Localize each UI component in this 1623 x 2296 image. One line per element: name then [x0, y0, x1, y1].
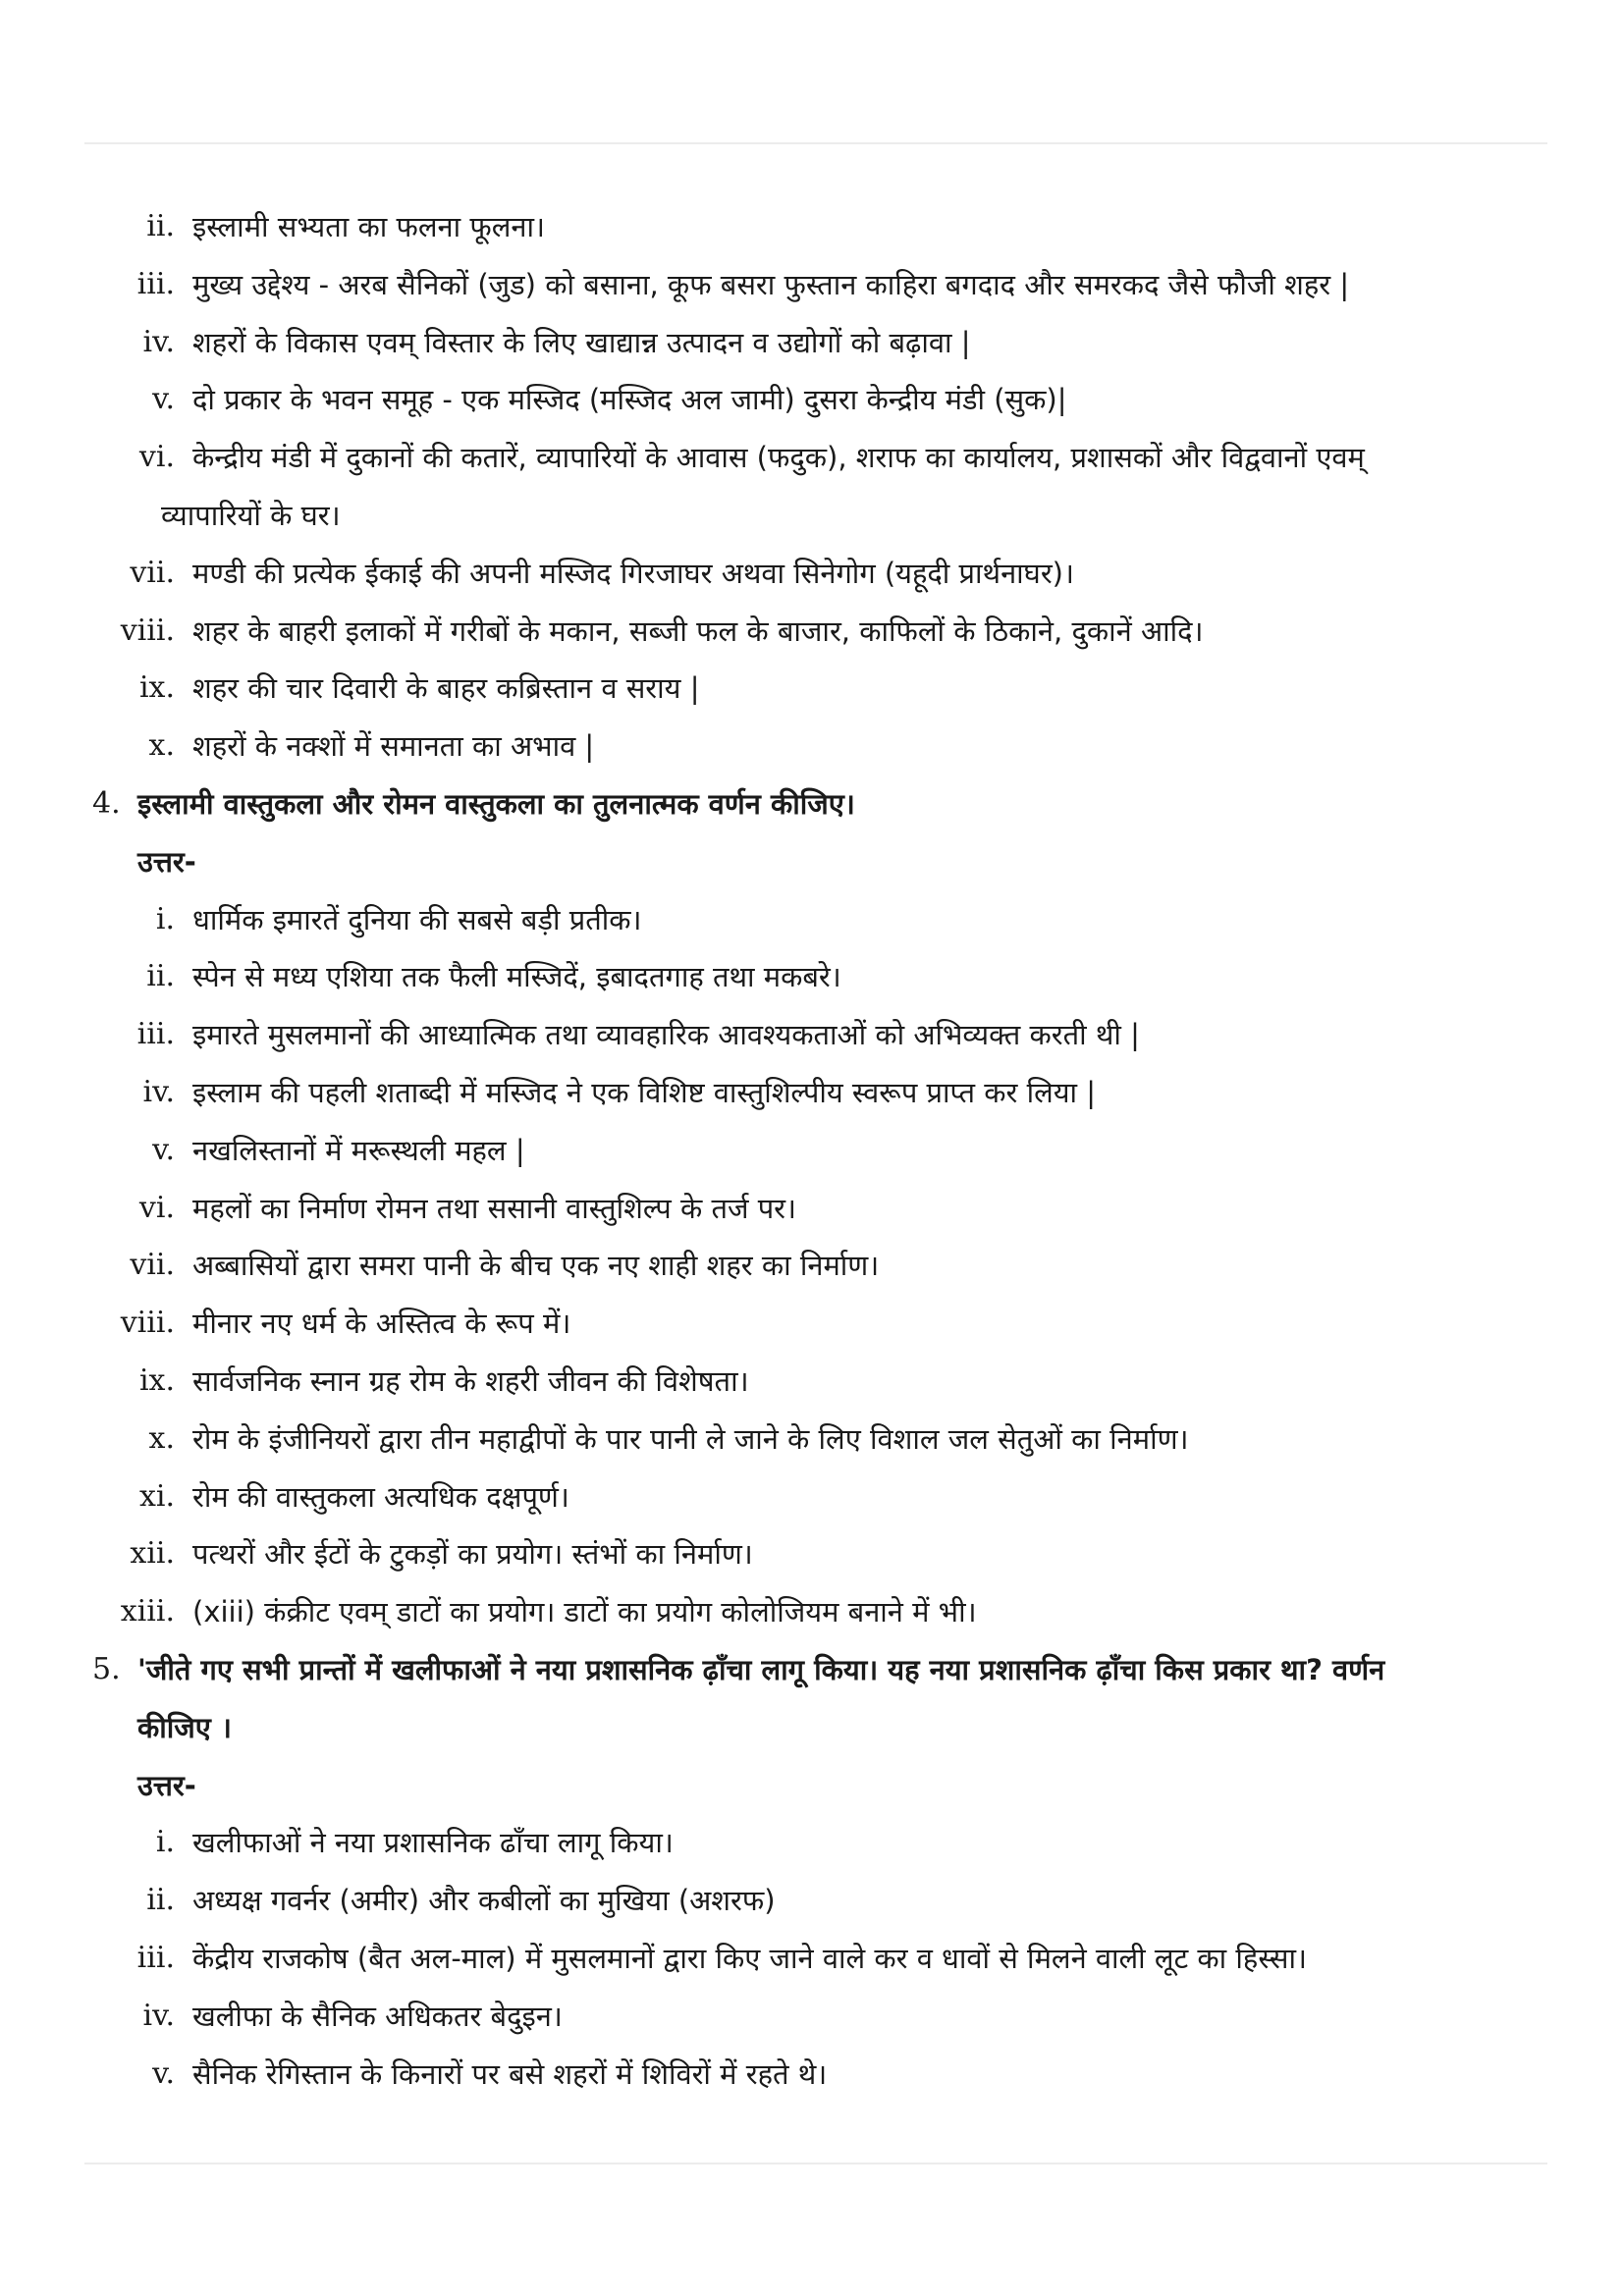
list-item: [0, 1814, 1623, 1872]
item-text: इस्लामी सभ्यता का फलना फूलना।: [192, 210, 545, 243]
answer-label: [0, 833, 1623, 891]
list-item: [0, 371, 1623, 429]
list-marker: iii.: [136, 266, 175, 301]
answer-label-text: उत्तर-: [137, 1768, 196, 1802]
question-text: 'जीते गए सभी प्रान्तों में खलीफाओं ने नया प्रशासनिक ढ़ाँचा लागू किया। यह नया प्रशासनिक ढ़ाँचा किस प्रकार था? वर्णन: [137, 1652, 1385, 1686]
question-heading-continuation: [0, 1699, 1623, 1757]
list-marker: v.: [152, 2056, 175, 2091]
item-text: सैनिक रेगिस्तान के किनारों पर बसे शहरों में शिविरों में रहते थे।: [192, 2056, 828, 2091]
item-text: इस्लाम की पहली शताब्दी में मस्जिद ने एक विशिष्ट वास्तुशिल्पीय स्वरूप प्राप्त कर लिया |: [192, 1075, 1097, 1109]
bottom-divider: [84, 2163, 1547, 2164]
list-item: [0, 948, 1623, 1006]
list-marker: iv.: [142, 1998, 175, 2033]
list-item-continuation: [0, 487, 1623, 545]
list-marker: iv.: [142, 324, 175, 359]
list-item: [0, 891, 1623, 949]
list-item: [0, 1006, 1623, 1064]
item-text: मुख्य उद्देश्य - अरब सैनिकों (जुड) को बसाना, कूफ बसरा फुस्तान काहिरा बगदाद और समरकद जैसे फौजी शहर |: [192, 267, 1350, 301]
list-item: [0, 1295, 1623, 1353]
list-item: [0, 198, 1623, 256]
item-text: महलों का निर्माण रोमन तथा ससानी वास्तुशिल्प के तर्ज पर।: [192, 1191, 797, 1225]
list-item: [0, 256, 1623, 314]
list-item: [0, 603, 1623, 661]
list-marker: ix.: [138, 1362, 175, 1398]
item-text: केन्द्रीय मंडी में दुकानों की कतारें, व्यापारियों के आवास (फदुक), शराफ का कार्यालय, प्रशासकों और विद्ववानों एवम्: [192, 441, 1365, 475]
list-marker: ii.: [146, 959, 175, 994]
list-marker: xi.: [138, 1478, 175, 1514]
item-text: धार्मिक इमारतें दुनिया की सबसे बड़ी प्रतीक।: [192, 902, 642, 936]
item-text: रोम की वास्तुकला अत्यधिक दक्षपूर्ण।: [192, 1479, 569, 1514]
list-marker: x.: [148, 728, 175, 764]
question-text: कीजिए ।: [137, 1710, 232, 1744]
list-marker: vii.: [130, 1248, 175, 1283]
item-text: शहरों के विकास एवम् विस्तार के लिए खाद्यान्न उत्पादन व उद्योगों को बढ़ावा |: [192, 325, 971, 359]
item-text: केंद्रीय राजकोष (बैत अल-माल) में मुसलमानों द्वारा किए जाने वाले कर व धावों से मिलने वाली लूट का हिस्सा।: [192, 1941, 1307, 1975]
item-text: व्यापारियों के घर।: [161, 498, 341, 532]
list-item: [0, 1411, 1623, 1468]
list-item: [0, 660, 1623, 718]
list-marker: i.: [155, 901, 175, 936]
list-marker: vi.: [138, 1190, 175, 1225]
list-item: [0, 1468, 1623, 1526]
item-text: खलीफाओं ने नया प्रशासनिक ढाँचा लागू किया।: [192, 1826, 674, 1860]
list-marker: v.: [152, 382, 175, 417]
list-item: [0, 1122, 1623, 1180]
item-text: दो प्रकार के भवन समूह - एक मस्जिद (मस्जिद अल जामी) दुसरा केन्द्रीय मंडी (सुक)|: [192, 383, 1067, 417]
top-divider: [84, 142, 1547, 144]
list-marker: i.: [155, 1825, 175, 1860]
list-item: [0, 1180, 1623, 1238]
item-text: खलीफा के सैनिक अधिकतर बेदुइन।: [192, 1999, 563, 2033]
question-heading: [0, 1641, 1623, 1699]
list-item: [0, 1988, 1623, 2046]
item-text: शहरों के नक्शों में समानता का अभाव |: [192, 729, 595, 764]
answer-label: [0, 1757, 1623, 1815]
list-marker: iv.: [142, 1074, 175, 1109]
item-text: मण्डी की प्रत्येक ईकाई की अपनी मस्जिद गिरजाघर अथवा सिनेगोग (यहूदी प्रार्थनाघर)।: [192, 556, 1074, 590]
item-text: अब्बासियों द्वारा समरा पानी के बीच एक नए शाही शहर का निर्माण।: [192, 1249, 880, 1283]
list-marker: ii.: [146, 1883, 175, 1918]
item-text: शहर के बाहरी इलाकों में गरीबों के मकान, सब्जी फल के बाजार, काफिलों के ठिकाने, दुकानें आदि।: [192, 614, 1204, 648]
list-item: [0, 1930, 1623, 1988]
list-item: [0, 2046, 1623, 2104]
list-marker: ii.: [146, 209, 175, 243]
list-marker: vi.: [138, 440, 175, 475]
list-item: [0, 314, 1623, 372]
item-text: (xiii) कंक्रीट एवम् डाटों का प्रयोग। डाटों का प्रयोग कोलोजियम बनाने में भी।: [192, 1595, 977, 1629]
list-item: [0, 718, 1623, 775]
list-marker: iii.: [136, 1017, 175, 1052]
list-marker: viii.: [120, 613, 175, 648]
item-text: अध्यक्ष गवर्नर (अमीर) और कबीलों का मुखिया (अशरफ): [192, 1884, 776, 1918]
list-item: [0, 1353, 1623, 1411]
item-text: सार्वजनिक स्नान ग्रह रोम के शहरी जीवन की विशेषता।: [192, 1363, 749, 1398]
list-marker: x.: [148, 1420, 175, 1456]
question-number: 4.: [92, 785, 121, 821]
list-item: [0, 545, 1623, 603]
list-marker: v.: [152, 1132, 175, 1167]
list-marker: xii.: [130, 1536, 175, 1572]
item-text: पत्थरों और ईटों के टुकड़ों का प्रयोग। स्तंभों का निर्माण।: [192, 1537, 753, 1572]
list-marker: ix.: [138, 670, 175, 706]
question-heading: [0, 775, 1623, 833]
list-marker: vii.: [130, 555, 175, 590]
item-text: शहर की चार दिवारी के बाहर कब्रिस्तान व सराय |: [192, 671, 700, 706]
list-marker: iii.: [136, 1940, 175, 1975]
list-item: [0, 1064, 1623, 1122]
answer-label-text: उत्तर-: [137, 844, 196, 879]
list-item: [0, 1237, 1623, 1295]
item-text: रोम के इंजीनियरों द्वारा तीन महाद्वीपों के पार पानी ले जाने के लिए विशाल जल सेतुओं का निर्माण।: [192, 1421, 1189, 1456]
list-item: [0, 1525, 1623, 1583]
item-text: नखलिस्तानों में मरूस्थली महल |: [192, 1133, 525, 1167]
question-number: 5.: [92, 1651, 121, 1686]
item-text: इमारते मुसलमानों की आध्यात्मिक तथा व्यावहारिक आवश्यकताओं को अभिव्यक्त करती थी |: [192, 1018, 1140, 1052]
item-text: स्पेन से मध्य एशिया तक फैली मस्जिदें, इबादतगाह तथा मकबरे।: [192, 960, 841, 994]
list-item: [0, 429, 1623, 487]
list-item: [0, 1583, 1623, 1641]
item-text: मीनार नए धर्म के अस्तित्व के रूप में।: [192, 1307, 571, 1341]
question-text: इस्लामी वास्तुकला और रोमन वास्तुकला का तुलनात्मक वर्णन कीजिए।: [137, 786, 855, 821]
document-body: [0, 198, 1623, 2103]
list-item: [0, 1872, 1623, 1930]
list-marker: xiii.: [120, 1594, 175, 1629]
list-marker: viii.: [120, 1306, 175, 1341]
